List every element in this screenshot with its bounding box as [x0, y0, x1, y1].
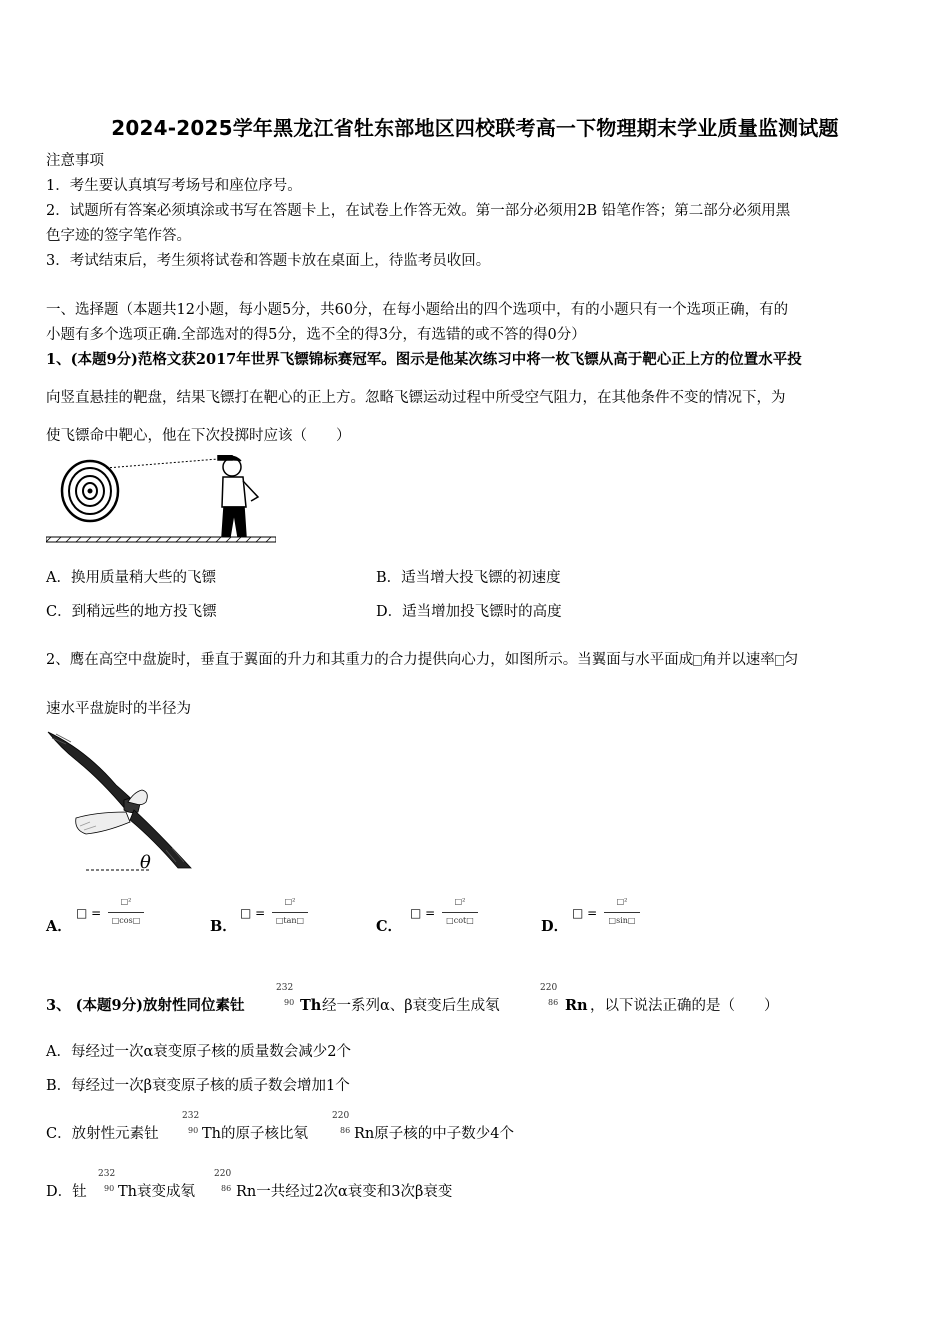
- formula-lhs: □ =: [76, 906, 102, 920]
- fraction-bar: [442, 912, 478, 913]
- notice-item: 色字迹的签字笔作答。: [46, 228, 191, 244]
- formula-denominator: □cot□: [446, 916, 474, 925]
- question-2-text: 2、鹰在高空中盘旋时，垂直于翼面的升力和其重力的合力提供向心力，如图所示。当翼面与水平面成: [46, 652, 694, 668]
- formula-numerator: □²: [120, 897, 132, 906]
- atomic-number: 86: [340, 1126, 351, 1135]
- formula-lhs: □ =: [410, 906, 436, 920]
- formula-numerator: □²: [454, 897, 466, 906]
- fraction-bar: [604, 912, 640, 913]
- eagle-figure: [46, 730, 198, 875]
- formula-denominator: □cos□: [111, 916, 141, 925]
- mass-number: 220: [332, 1111, 350, 1121]
- option-b: B．: [210, 918, 237, 935]
- theta-label: θ: [140, 852, 151, 873]
- element-symbol: Rn: [565, 997, 588, 1014]
- option-a: A．: [46, 918, 72, 935]
- atomic-number: 86: [548, 998, 559, 1007]
- option-c-text: Rn原子核的中子数少4个: [354, 1126, 514, 1142]
- option-c-text: Th的原子核比氡: [202, 1126, 309, 1142]
- question-1-line: 向竖直悬挂的靶盘，结果飞镖打在靶心的正上方。忽略飞镖运动过程中所受空气阻力，在其他条件不变的情况下，为: [46, 390, 786, 406]
- section-heading-line: 一、选择题（本题共12小题，每小题5分，共60分，在每小题给出的四个选项中，有的小题只有一个选项正确，有的: [46, 302, 789, 318]
- formula-lhs: □ =: [572, 906, 598, 920]
- dart-figure: [46, 455, 276, 547]
- question-3-prefix: 3、 (本题9分)放射性同位素钍: [46, 997, 245, 1014]
- question-1-line: 1、(本题9分)范格文获2017年世界飞镖锦标赛冠军。图示是他某次练习中将一枚飞镖从高于靶心正上方的位置水平投: [46, 351, 802, 368]
- formula-denominator: □sin□: [608, 916, 636, 925]
- question-2-line: [46, 650, 798, 670]
- option-d: D．适当增加投飞镖时的高度: [376, 604, 562, 620]
- formula-numerator: □²: [616, 897, 628, 906]
- option-c: C．到稍远些的地方投飞镖: [46, 604, 217, 620]
- question-2-line: 速水平盘旋时的半径为: [46, 701, 191, 717]
- fraction-bar: [272, 912, 308, 913]
- option-b: B．适当增大投飞镖的初速度: [376, 570, 561, 586]
- question-1-text: [46, 350, 802, 370]
- atomic-number: 90: [188, 1126, 199, 1135]
- eagle: [48, 732, 191, 868]
- mass-number: 232: [182, 1111, 200, 1121]
- mass-number: 220: [214, 1169, 232, 1179]
- missing-symbol-box: [693, 655, 702, 666]
- formula-denominator: □tan□: [275, 916, 305, 925]
- mass-number: 220: [540, 983, 558, 993]
- option-a: A．换用质量稍大些的飞镖: [46, 570, 216, 586]
- notice-heading: 注意事项: [46, 153, 104, 169]
- option-a: A．每经过一次α衰变原子核的质量数会减少2个: [46, 1044, 351, 1060]
- notice-item: 3．考试结束后，考生须将试卷和答题卡放在桌面上，待监考员收回。: [46, 253, 491, 269]
- dart-trajectory: [106, 459, 218, 468]
- question-2-text: 角并以速率: [702, 652, 775, 668]
- option-d-text: Rn一共经过2次α衰变和3次β衰变: [236, 1184, 453, 1200]
- option-c: C．: [376, 918, 403, 935]
- option-d: D．: [541, 918, 569, 935]
- notice-item: 1．考生要认真填写考场号和座位序号。: [46, 178, 302, 194]
- atomic-number: 86: [221, 1184, 232, 1193]
- dartboard: [62, 461, 118, 521]
- mass-number: 232: [98, 1169, 116, 1179]
- question-2-text: 匀: [783, 652, 799, 668]
- atomic-number: 90: [104, 1184, 115, 1193]
- thrower-figure: [218, 455, 258, 537]
- formula-lhs: □ =: [240, 906, 266, 920]
- question-3-mid: 经一系列α、β衰变后生成氡: [322, 998, 500, 1014]
- question-1-line: 使飞镖命中靶心，他在下次投掷时应该（ ）: [46, 428, 351, 444]
- section-heading-line: 小题有多个选项正确.全部选对的得5分，选不全的得3分，有选错的或不答的得0分）: [46, 327, 586, 343]
- atomic-number: 90: [284, 998, 295, 1007]
- option-d: D．钍: [46, 1184, 87, 1200]
- page-title: 2024-2025学年黑龙江省牡东部地区四校联考高一下物理期末学业质量监测试题: [111, 116, 839, 140]
- missing-symbol-box: [775, 655, 784, 666]
- option-c: C．放射性元素钍: [46, 1126, 159, 1142]
- notice-item: 2．试题所有答案必须填涂或书写在答题卡上，在试卷上作答无效。第一部分必须用2B 铅笔作答；第二部分必须用黑: [46, 203, 791, 219]
- option-d-text: Th衰变成氡: [118, 1184, 196, 1200]
- question-3-suffix: ，以下说法正确的是（ ）: [590, 998, 779, 1014]
- mass-number: 232: [276, 983, 294, 993]
- element-symbol: Th: [300, 997, 322, 1014]
- fraction-bar: [108, 912, 144, 913]
- formula-numerator: □²: [284, 897, 296, 906]
- option-b: B．每经过一次β衰变原子核的质子数会增加1个: [46, 1078, 350, 1094]
